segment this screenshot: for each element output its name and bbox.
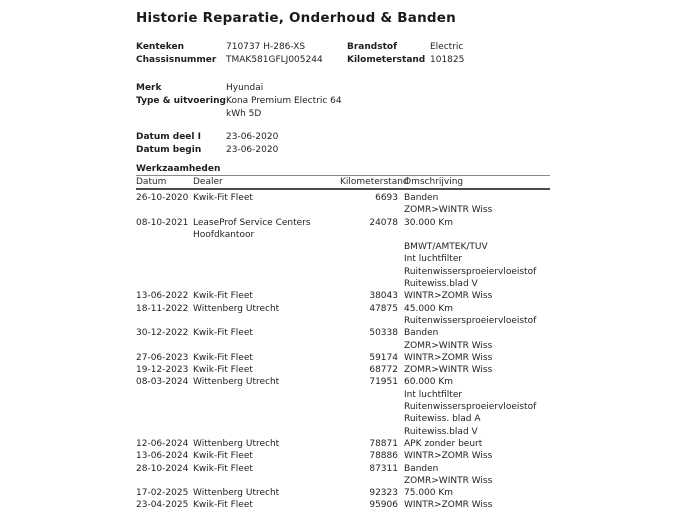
cell-omschrijving [398,327,550,352]
cell-datum: 08-10-2021 [136,217,189,228]
cell-dealer [193,303,340,328]
cell-dealer [193,463,340,488]
dealer-line: Kwik-Fit Fleet [193,328,253,339]
cell-datum: 27-06-2023 [136,352,189,363]
cell-kilometerstand: 6693 [375,193,398,203]
dealer-line: Kwik-Fit Fleet [193,463,253,474]
werkzaamheden-section-title: Werkzaamheden [136,164,221,174]
omschrijving-line: 75.000 Km [404,488,454,499]
kilometerstand-label: Kilometerstand [347,55,426,65]
cell-omschrijving [398,376,550,437]
omschrijving-line: ZOMR>WINTR Wiss [404,205,493,216]
table-row [136,217,550,291]
omschrijving-line [404,229,550,241]
chassisnummer-label: Chassisnummer [136,55,217,65]
kilometerstand-value: 101825 [430,55,465,65]
cell-kilometerstand: 71951 [369,377,398,388]
info-row-datum-begin [136,144,685,157]
cell-omschrijving [398,499,550,511]
werkzaamheden-table-header [136,175,550,190]
dealer-line: Kwik-Fit Fleet [193,193,253,203]
dealer-line: Kwik-Fit Fleet [193,352,253,363]
datum-begin-label: Datum begin [136,145,202,155]
type-uitvoering-label: Type & uitvoering [136,96,226,106]
omschrijving-line: Ruitenwissersproeiervloeistof [404,402,537,413]
omschrijving-line: WINTR>ZOMR Wiss [404,500,493,511]
cell-dealer [193,327,340,352]
cell-kilometerstand: 47875 [369,303,398,314]
cell-kilometerstand: 92323 [369,488,398,499]
table-row [136,438,550,450]
cell-kilometerstand: 24078 [369,217,398,228]
page-title: Historie Reparatie, Onderhoud & Banden [136,10,456,26]
cell-dealer [193,487,340,499]
omschrijving-line: BMWT/AMTEK/TUV [404,242,488,253]
werkzaamheden-table [136,175,550,512]
dealer-line: Kwik-Fit Fleet [193,451,253,462]
cell-dealer [193,438,340,450]
cell-dealer [193,499,340,511]
cell-datum: 13-06-2024 [136,451,189,462]
merk-label: Merk [136,83,162,93]
table-row [136,487,550,499]
cell-datum: 17-02-2025 [136,488,189,499]
info-row-datum-deel-1 [136,131,685,144]
cell-omschrijving [398,450,550,462]
column-header-dealer: Dealer [193,177,223,187]
table-row [136,450,550,462]
cell-omschrijving [398,364,550,376]
cell-omschrijving [398,463,550,488]
table-row [136,327,550,352]
omschrijving-line: Int luchtfilter [404,254,463,265]
dealer-line: Kwik-Fit Fleet [193,500,253,511]
dealer-line: LeaseProf Service Centers [193,217,311,228]
omschrijving-line: WINTR>ZOMR Wiss [404,352,493,363]
werkzaamheden-table-body [136,190,550,512]
cell-kilometerstand: 68772 [369,365,398,376]
datum-deel-1-label: Datum deel I [136,132,201,142]
omschrijving-line: Ruitenwissersproeiervloeistof [404,266,537,277]
omschrijving-line: ZOMR>WINTR Wiss [404,365,493,376]
table-row [136,499,550,511]
cell-dealer [193,192,340,217]
cell-datum: 30-12-2022 [136,328,189,339]
dealer-line: Kwik-Fit Fleet [193,291,253,302]
info-row-kenteken-brandstof [136,41,685,54]
cell-kilometerstand: 78871 [369,438,398,449]
spacer [136,157,685,164]
brandstof-value: Electric [430,42,464,52]
datum-begin-value: 23-06-2020 [226,145,279,155]
omschrijving-line: ZOMR>WINTR Wiss [404,340,493,351]
table-row [136,192,550,217]
cell-omschrijving [398,192,550,217]
omschrijving-line: Banden [404,193,439,203]
cell-omschrijving [398,217,550,291]
column-header-datum: Datum [136,177,167,187]
cell-kilometerstand: 78886 [369,451,398,462]
cell-datum: 13-06-2022 [136,291,189,302]
cell-datum: 12-06-2024 [136,438,189,449]
omschrijving-line: 45.000 Km [404,303,454,314]
cell-datum: 26-10-2020 [136,193,189,203]
cell-kilometerstand: 38043 [369,291,398,302]
cell-dealer [193,364,340,376]
cell-dealer [193,376,340,437]
cell-datum: 19-12-2023 [136,365,189,376]
omschrijving-line: 60.000 Km [404,377,454,388]
merk-value: Hyundai [226,83,264,93]
dealer-line: Kwik-Fit Fleet [193,365,253,376]
dealer-line: Wittenberg Utrecht [193,438,280,449]
cell-datum: 18-11-2022 [136,303,189,314]
cell-dealer [193,217,340,291]
omschrijving-line: Ruitewiss.blad V [404,426,478,437]
cell-kilometerstand: 87311 [369,463,398,474]
table-row [136,376,550,437]
chassisnummer-value: TMAK581GFLJ005244 [226,55,323,65]
column-header-omschrijving: Omschrijving [404,177,464,187]
info-row-type-uitvoering [136,95,685,121]
cell-omschrijving [398,290,550,302]
cell-datum: 23-04-2025 [136,500,189,511]
omschrijving-line: APK zonder beurt [404,438,483,449]
omschrijving-line: Banden [404,328,439,339]
cell-omschrijving [398,438,550,450]
cell-kilometerstand: 59174 [369,352,398,363]
omschrijving-line: Ruitewiss.blad V [404,279,478,290]
cell-datum: 08-03-2024 [136,377,189,388]
spacer [136,67,685,82]
table-row [136,290,550,302]
omschrijving-line: Banden [404,463,439,474]
cell-dealer [193,352,340,364]
info-row-chassis-kilometerstand [136,54,685,67]
cell-kilometerstand: 95906 [369,500,398,511]
info-row-merk [136,82,685,95]
omschrijving-line: 30.000 Km [404,217,454,228]
omschrijving-line: Int luchtfilter [404,389,463,400]
dealer-line: Hoofdkantoor [193,229,255,240]
brandstof-label: Brandstof [347,42,397,52]
dealer-line: Wittenberg Utrecht [193,377,280,388]
cell-datum: 28-10-2024 [136,463,189,474]
cell-dealer [193,290,340,302]
cell-omschrijving [398,303,550,328]
cell-omschrijving [398,352,550,364]
table-row [136,352,550,364]
kenteken-label: Kenteken [136,42,184,52]
cell-dealer [193,450,340,462]
datum-deel-1-value: 23-06-2020 [226,132,279,142]
omschrijving-line: WINTR>ZOMR Wiss [404,451,493,462]
spacer [136,121,685,131]
cell-omschrijving [398,487,550,499]
cell-kilometerstand: 50338 [369,328,398,339]
column-header-kilometerstand: Kilometerstand [340,177,409,187]
dealer-line: Wittenberg Utrecht [193,303,280,314]
kenteken-value: 710737 H-286-XS [226,42,306,52]
omschrijving-line: WINTR>ZOMR Wiss [404,291,493,302]
omschrijving-line: Ruitenwissersproeiervloeistof [404,315,537,326]
type-uitvoering-value: Kona Premium Electric 64 kWh 5D [226,96,342,119]
table-row [136,364,550,376]
omschrijving-line: ZOMR>WINTR Wiss [404,475,493,486]
table-row [136,463,550,488]
dealer-line: Wittenberg Utrecht [193,488,280,499]
table-row [136,303,550,328]
omschrijving-line: Ruitewiss. blad A [404,414,481,425]
